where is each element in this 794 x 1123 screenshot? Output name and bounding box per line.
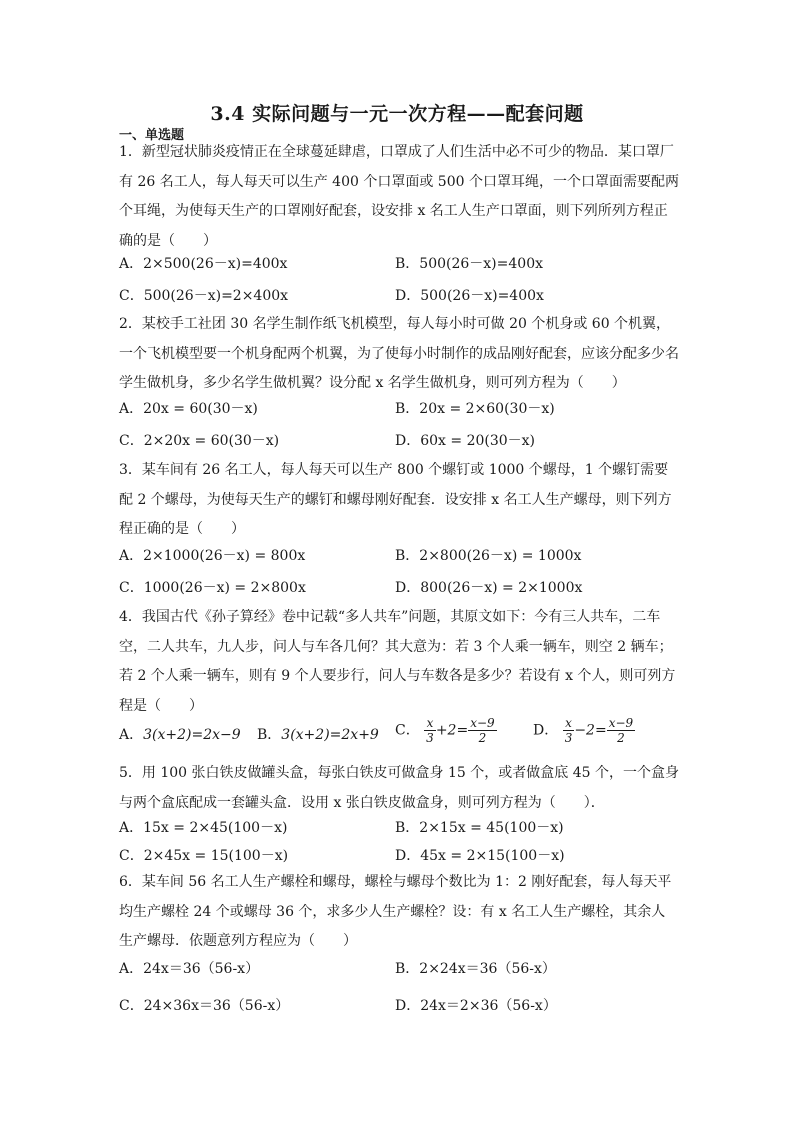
question-6-option-a[interactable]: A．24x＝36（56-x） bbox=[119, 961, 260, 977]
question-6-stem: 6．某车间 56 名工人生产螺栓和螺母，螺栓与螺母个数比为 1：2 刚好配套，每人每天平均生产螺栓 24 个或螺母 36 个，求多少人生产螺栓？设：有 x 名工人生产螺栓，其余人生产螺母．依题意列方程应为（ ） bbox=[119, 874, 672, 949]
question-4-option-d-fraction-2: $\frac{x-9}{2}$ bbox=[608, 716, 634, 745]
question-3-stem: 3．某车间有 26 名工人，每人每天可以生产 800 个螺钉或 1000 个螺母，1 个螺钉需要配 2 个螺母，为使每天生产的螺钉和螺母刚好配套．设安排 x 名工人生产螺母，则下列方程正确的是（ ） bbox=[119, 462, 672, 537]
question-5-option-a[interactable]: A．15x = 2×45(100－x) bbox=[119, 820, 288, 836]
question-6-option-c[interactable]: C．24×36x＝36（56-x） bbox=[119, 998, 290, 1014]
question-4-option-d-mid: −2= bbox=[574, 722, 607, 739]
question-4-option-a-expr: 3(x+2)=2x−9 bbox=[143, 727, 241, 743]
question-2-stem: 2．某校手工社团 30 名学生制作纸飞机模型，每人每小时可做 20 个机身或 60 个机翼，一个飞机模型要一个机身配两个机翼，为了使每小时制作的成品刚好配套，应该分配多少名学生做机身，多少名学生做机翼？设分配 x 名学生做机身，则可列方程为（ ） bbox=[119, 316, 679, 391]
question-4-option-b-label: B． bbox=[257, 727, 282, 743]
question-4-stem: 4．我国古代《孙子算经》卷中记载“多人共车”问题，其原文如下：今有三人共车，二车空，二人共车，九人步，问人与车各几何？其大意为：若 3 个人乘一辆车，则空 2 辆车；若 2 个人乘一辆车，则有 9 个人要步行，问人与车数各是多少？若设有 x 个人，则可列方程是（ ） bbox=[119, 609, 676, 714]
page-title: 3.4 实际问题与一元一次方程——配套问题 bbox=[210, 103, 584, 125]
question-4-option-b-expr: 3(x+2)=2x+9 bbox=[281, 727, 379, 743]
question-5-option-c[interactable]: C．2×45x = 15(100－x) bbox=[119, 848, 289, 864]
question-4-option-b[interactable] bbox=[257, 724, 379, 744]
question-3-option-b[interactable]: B．2×800(26－x) = 1000x bbox=[395, 548, 582, 564]
question-5-option-b[interactable]: B．2×15x = 45(100－x) bbox=[395, 820, 564, 836]
section-heading: 一、单选题 bbox=[119, 128, 185, 143]
question-6-option-b[interactable]: B．2×24x＝36（56-x） bbox=[395, 961, 556, 977]
question-4-option-c-mid: +2= bbox=[435, 722, 469, 739]
question-1-stem: 1．新型冠状肺炎疫情正在全球蔓延肆虐，口罩成了人们生活中必不可少的物品．某口罩厂有 26 名工人，每人每天可以生产 400 个口罩面或 500 个口罩耳绳，一个口罩面需要配两个耳绳，为使每天生产的口罩刚好配套，设安排 x 名工人生产口罩面，则下列所列方程正确的是（ ） bbox=[119, 144, 679, 249]
question-4-option-c-label: C． bbox=[395, 722, 420, 739]
question-5-option-d[interactable]: D．45x = 2×15(100－x) bbox=[395, 848, 565, 864]
question-2-option-c[interactable]: C．2×20x = 60(30－x) bbox=[119, 433, 280, 449]
question-4-option-a-label: A． bbox=[119, 727, 144, 743]
question-1-option-c[interactable]: C．500(26－x)=2×400x bbox=[119, 288, 289, 304]
question-3-option-d[interactable]: D．800(26－x) = 2×1000x bbox=[395, 580, 583, 596]
question-6-option-d[interactable]: D．24x＝2×36（56-x） bbox=[395, 998, 557, 1014]
question-1-option-b[interactable]: B．500(26－x)=400x bbox=[395, 256, 543, 272]
question-2-option-a[interactable]: A．20x = 60(30－x) bbox=[119, 401, 258, 417]
question-3-option-a[interactable]: A．2×1000(26－x) = 800x bbox=[119, 548, 306, 564]
question-1-option-a[interactable]: A．2×500(26－x)=400x bbox=[119, 256, 288, 272]
question-1-option-d[interactable]: D．500(26－x)=400x bbox=[395, 288, 544, 304]
question-3-option-c[interactable]: C．1000(26－x) = 2×800x bbox=[119, 580, 306, 596]
question-4-option-d-fraction-1: $\frac{x}{3}$ bbox=[564, 716, 573, 745]
question-5-stem: 5．用 100 张白铁皮做罐头盒，每张白铁皮可做盒身 15 个，或者做盒底 45 个，一个盒身与两个盒底配成一套罐头盒．设用 x 张白铁皮做盒身，则可列方程为（ ）． bbox=[119, 765, 679, 811]
question-4-option-c[interactable] bbox=[395, 716, 497, 745]
question-4-option-d-label: D． bbox=[533, 722, 559, 739]
question-2-option-b[interactable]: B．20x = 2×60(30－x) bbox=[395, 401, 555, 417]
question-4-option-c-fraction-2: $\frac{x-9}{2}$ bbox=[470, 716, 495, 745]
question-4-option-d[interactable] bbox=[533, 716, 635, 745]
question-4-option-c-fraction-1: $\frac{x}{3}$ bbox=[426, 716, 434, 745]
question-2-option-d[interactable]: D．60x = 20(30－x) bbox=[395, 433, 536, 449]
question-4-option-a[interactable] bbox=[119, 724, 241, 744]
